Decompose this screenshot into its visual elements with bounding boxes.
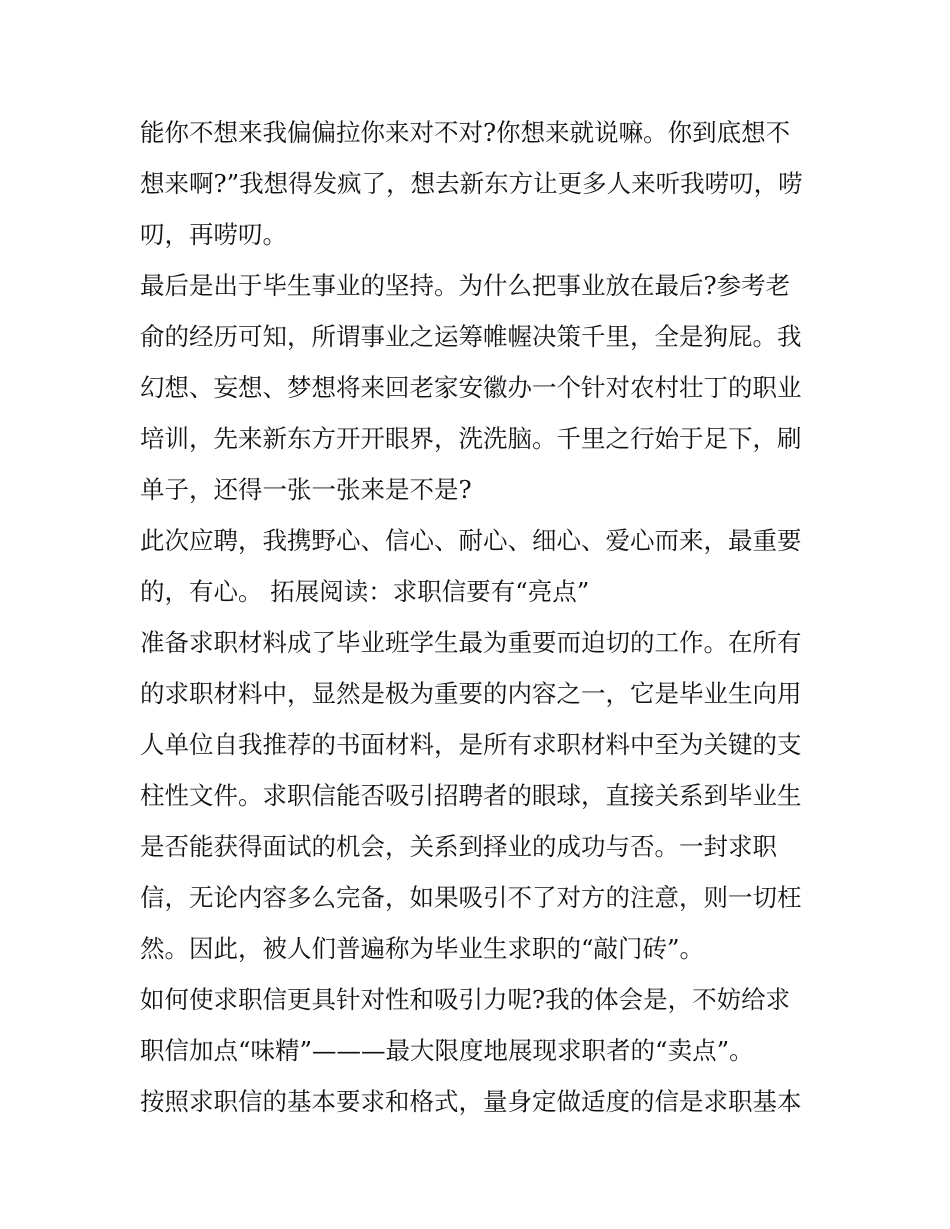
text-line: 的求职材料中，显然是极为重要的内容之一，它是毕业生向用 [140,679,802,708]
text-line: 俞的经历可知，所谓事业之运筹帷幄决策千里，全是狗屁。我 [140,322,802,351]
text-line: 柱性文件。求职信能否吸引招聘者的眼球，直接关系到毕业生 [140,781,802,810]
text-line: 准备求职材料成了毕业班学生最为重要而迫切的工作。在所有 [140,628,802,657]
text-line: 然。因此，被人们普遍称为毕业生求职的“敲门砖”。 [140,934,705,963]
text-line: 此次应聘，我携野心、信心、耐心、细心、爱心而来，最重要 [140,526,802,555]
text-line: 如何使求职信更具针对性和吸引力呢?我的体会是，不妨给求 [140,985,791,1014]
text-line: 能你不想来我偏偏拉你来对不对?你想来就说嘛。你到底想不 [140,118,791,147]
text-line: 幻想、妄想、梦想将来回老家安徽办一个针对农村壮丁的职业 [140,373,802,402]
text-line: 人单位自我推荐的书面材料，是所有求职材料中至为关键的支 [140,730,802,759]
text-line: 按照求职信的基本要求和格式，量身定做适度的信是求职基本 [140,1087,802,1116]
text-line: 想来啊?”我想得发疯了，想去新东方让更多人来听我唠叨，唠 [140,169,803,198]
text-line: 单子，还得一张一张来是不是? [140,475,472,504]
text-line: 最后是出于毕生事业的坚持。为什么把事业放在最后?参考老 [140,271,791,300]
text-line: 信，无论内容多么完备，如果吸引不了对方的注意，则一切枉 [140,883,802,912]
text-line: 是否能获得面试的机会，关系到择业的成功与否。一封求职 [140,832,777,861]
text-line: 叨，再唠叨。 [140,220,287,249]
text-line: 的，有心。 拓展阅读：求职信要有“亮点” [140,577,590,606]
text-line: 职信加点“味精”———最大限度地展现求职者的“卖点”。 [140,1036,754,1065]
body-text [140,107,820,1127]
text-line: 培训，先来新东方开开眼界，洗洗脑。千里之行始于足下，刷 [140,424,802,453]
